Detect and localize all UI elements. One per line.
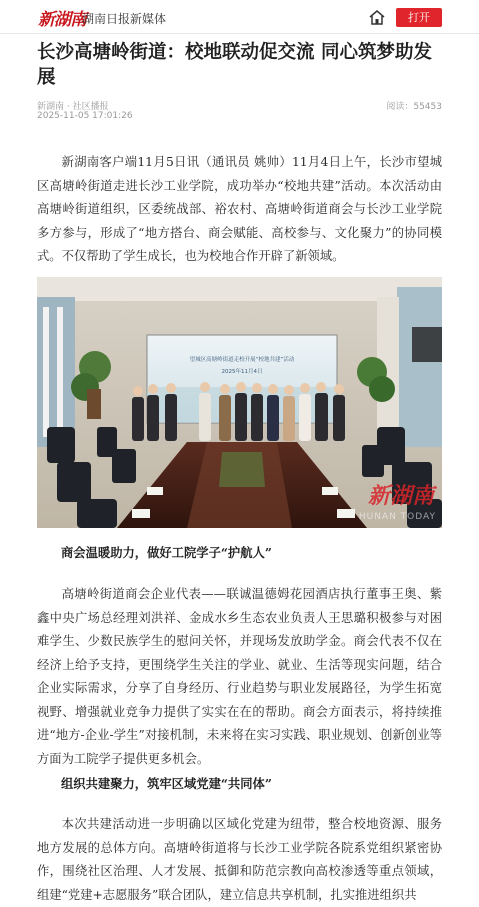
paragraph-party: 本次共建活动进一步明确以区域化党建为纽带，整合校地资源、服务地方发展的总体方向。高塘岭街道将与长沙工业学院各院系党组织紧密协作，围绕社区治理、人才发展、抵御和防范宗教向高校渗透等重点领域，组建“党建+志愿服务”联合团队，建立信息共享机制，扎实推进组织共 [37,817,442,902]
screen-caption: 望城区高塘岭街道走校开展“校地共建”活动 [189,357,295,363]
section-heading-1: 商会温暖助力，做好工院学子“护航人” [61,545,272,560]
screen-date: 2025年11月4日 [221,369,263,375]
article-source: 新湖南 · 社区播报 [37,102,109,112]
logo[interactable]: 新湖南 [38,10,86,30]
open-app-button[interactable]: 打开 [396,8,442,27]
top-bar [0,0,479,34]
paragraph-chamber: 高塘岭街道商会企业代表——联诚温德姆花园酒店执行董事王奥、紫鑫中央广场总经理刘洪祥、金成水乡生态农业负责人王思璐积极参与对困难学生、少数民族学生的慰问关怀，并现场发放助学金。商会代表不仅在经济上给予支持，更围绕学生关注的学业、就业、生活等现实问题，结合企业实际需求，分享了自身经历、行业趋势与职业发展路径，为学生拓宽视野、增强就业竞争力提供了实实在在的帮助。商会方面表示，将持续推进“地方-企业-学生”对接机制，未来将在实习实践、职业规划、创新创业等方面为工院学子提供更多机会。 [37,587,442,766]
section-heading-2: 组织共建聚力，筑牢区域党建“共同体” [61,776,272,791]
paragraph-intro: 新湖南客户端11月5日讯（通讯员 姚帅）11月4日上午，长沙市望城区高塘岭街道走进长沙工业学院，成功举办“校地共建”活动。本次活动由高塘岭街道组织，区委统战部、裕农村、高塘岭街道商会与长沙工业学院多方参与，形成了“地方搭台、商会赋能、高校参与、文化聚力”的协同模式。不仅帮助了学生成长，也为校地合作开辟了新领域。 [37,155,442,263]
read-count: 阅读：55453 [386,102,442,112]
watermark-logo: 新湖南 [367,483,434,509]
watermark-subtitle: HUNAN TODAY [358,512,436,522]
home-icon[interactable] [368,9,386,26]
brand-subtitle: 湖南日报新媒体 [82,12,167,26]
article-title: 长沙高塘岭街道：校地联动促交流 同心筑梦助发展 [37,42,432,88]
article-time: 2025-11-05 17:01:26 [37,111,133,121]
article-photo[interactable] [37,277,442,528]
